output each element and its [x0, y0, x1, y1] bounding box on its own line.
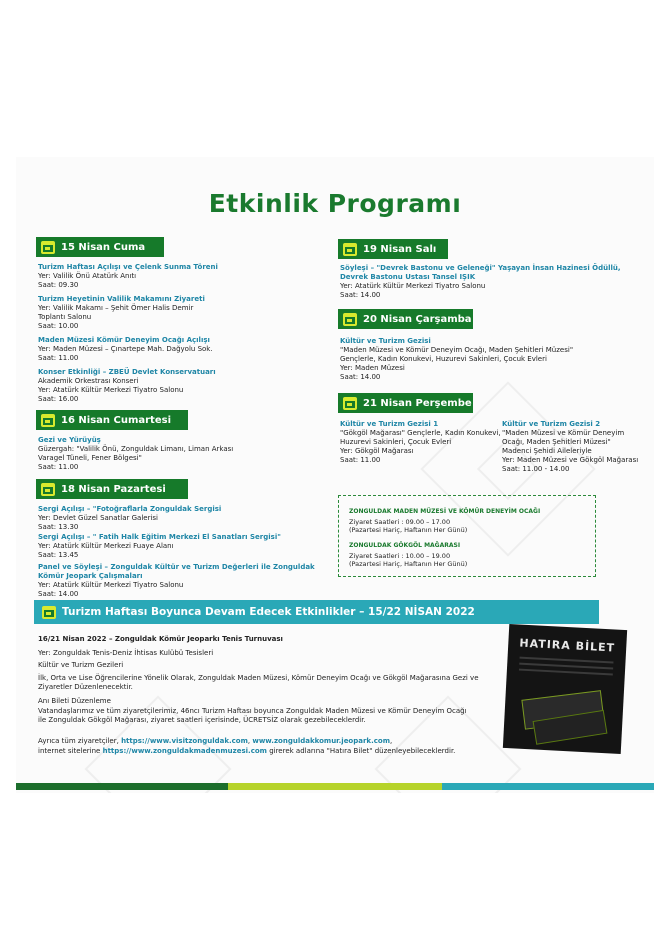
event-item	[38, 436, 318, 472]
links-paragraph	[38, 737, 508, 746]
day-label: 16 Nisan Cumartesi	[61, 414, 171, 426]
event-place: Yer: Valilik Önü Atatürk Anıtı	[38, 272, 137, 280]
footer-bar-green	[16, 783, 228, 790]
body-text: girerek adlarına "Hatıra Bilet" düzenleyebileceklerdir.	[266, 747, 456, 755]
calendar-icon	[343, 397, 357, 410]
event-time: Saat: 10.00	[38, 322, 79, 330]
section-title: Kültür ve Turizm Gezileri	[38, 661, 124, 669]
body-text: ,	[247, 737, 253, 745]
event-time: Saat: 16.00	[38, 395, 79, 403]
body-text: İlk, Orta ve Lise Öğrencilerine Yönelik Olarak, Zonguldak Maden Müzesi, Kömür Deneyim Ocağı ve Gökgöl Mağarasına Gezi ve	[38, 674, 479, 682]
footer-bar-lime	[228, 783, 442, 790]
calendar-icon	[343, 313, 357, 326]
calendar-icon	[343, 243, 357, 256]
body-text: ,	[390, 737, 393, 745]
event-place: Yer: Atatürk Kültür Merkezi Fuaye Alanı	[38, 542, 174, 550]
day-label: 15 Nisan Cuma	[61, 241, 146, 253]
event-item	[38, 533, 318, 560]
event-desc: Huzurevi Sakinleri, Çocuk Evleri	[340, 438, 452, 446]
visit-hours-box	[338, 495, 596, 577]
visitzonguldak-link[interactable]: https://www.visitzonguldak.com	[121, 737, 248, 745]
event-title: Kültür ve Turizm Gezisi 2	[502, 420, 601, 428]
event-desc: Ocağı, Maden Şehitleri Müzesi"	[502, 438, 611, 446]
visit-hours: Ziyaret Saatleri : 10.00 – 19.00	[349, 552, 451, 560]
event-time: Saat: 13.45	[38, 551, 79, 559]
event-time: Saat: 14.00	[340, 291, 381, 299]
event-place: Yer: Gökgöl Mağarası	[340, 447, 414, 455]
day-label: 20 Nisan Çarşamba	[363, 313, 472, 325]
event-item	[38, 563, 330, 599]
day-header-16-nisan	[36, 410, 188, 430]
body-text: Ayrıca tüm ziyaretçiler,	[38, 737, 122, 745]
event-title: Konser Etkinliği – ZBEÜ Devlet Konservatuarı	[38, 368, 216, 376]
hatira-bilet-image	[503, 624, 627, 754]
event-place: Yer: Devlet Güzel Sanatlar Galerisi	[38, 514, 158, 522]
day-header-21-nisan	[338, 393, 473, 413]
event-time: Saat: 11.00	[38, 463, 79, 471]
footer-bar-teal	[442, 783, 654, 790]
page-title: Etkinlik Programı	[208, 189, 462, 218]
calendar-icon	[42, 606, 56, 619]
event-time: Saat: 09.30	[38, 281, 79, 289]
event-item	[340, 264, 632, 300]
event-desc: "Maden Müzesi ve Kömür Deneyim	[502, 429, 625, 437]
event-title: Turizm Heyetinin Valilik Makamını Ziyareti	[38, 295, 205, 303]
banner-text: Turizm Haftası Boyunca Devam Edecek Etkinlikler – 15/22 NİSAN 2022	[62, 606, 475, 618]
event-title: Panel ve Söyleşi – Zonguldak Kültür ve Turizm Değerleri ile Zonguldak Kömür Jeopark Çalışmaları	[38, 563, 315, 580]
event-title: Sergi Açılışı – " Fatih Halk Eğitim Merkezi El Sanatları Sergisi"	[38, 533, 281, 541]
event-item	[38, 336, 318, 363]
event-place: Toplantı Salonu	[38, 313, 92, 321]
body-text: Vatandaşlarımız ve tüm ziyaretçilerimiz, 46ncı Turizm Haftası boyunca Zonguldak Maden Müzesi ve Kömür Deneyim Ocağı	[38, 707, 467, 715]
poster	[16, 157, 654, 793]
event-item	[38, 505, 318, 532]
event-desc: Gençlerle, Kadın Konukevi, Huzurevi Sakinleri, Çocuk Evleri	[340, 355, 547, 363]
event-title: 16/21 Nisan 2022 – Zonguldak Kömür Jeoparkı Tenis Turnuvası	[38, 635, 283, 643]
visit-title: ZONGULDAK MADEN MÜZESİ VE KÖMÜR DENEYİM OCAĞI	[349, 508, 541, 515]
event-item	[340, 420, 510, 465]
day-header-20-nisan	[338, 309, 473, 329]
event-time: Saat: 14.00	[340, 373, 381, 381]
event-title: Turizm Haftası Açılışı ve Çelenk Sunma Töreni	[38, 263, 218, 271]
event-desc: "Maden Müzesi ve Kömür Deneyim Ocağı, Maden Şehitleri Müzesi"	[340, 346, 574, 354]
visit-days: (Pazartesi Hariç, Haftanın Her Günü)	[349, 560, 468, 568]
event-time: Saat: 14.00	[38, 590, 79, 598]
calendar-icon	[41, 483, 55, 496]
event-place: Yer: Zonguldak Tenis-Deniz İhtisas Kulübü Tesisleri	[38, 649, 214, 657]
ticket-title: HATIRA BİLET	[519, 636, 616, 655]
body-text: internet sitelerine	[38, 747, 103, 755]
event-item	[340, 337, 632, 382]
event-title: Maden Müzesi Kömür Deneyim Ocağı Açılışı	[38, 336, 210, 344]
event-place: Yer: Atatürk Kültür Merkezi Tiyatro Salonu	[38, 581, 184, 589]
calendar-icon	[41, 414, 55, 427]
section-title: Anı Bileti Düzenleme	[38, 697, 111, 705]
event-place: Akademik Orkestrası Konseri	[38, 377, 139, 385]
event-title: Sergi Açılışı – "Fotoğraflarla Zonguldak Sergisi	[38, 505, 222, 513]
event-place: Yer: Maden Müzesi – Çınartepe Mah. Dağyolu Sok.	[38, 345, 213, 353]
day-header-19-nisan	[338, 239, 448, 259]
event-title: Söyleşi – "Devrek Bastonu ve Geleneği" Yaşayan İnsan Hazinesi Ödüllü, Devrek Bastonu Ustası Tansel IŞIK	[340, 264, 621, 281]
event-route: Varagel Tüneli, Fener Bölgesi"	[38, 454, 142, 462]
event-time: Saat: 13.30	[38, 523, 79, 531]
event-item	[38, 368, 318, 404]
ticket-text-line	[519, 669, 613, 676]
body-text: ile Zonguldak Gökgöl Mağarası, ziyaret saatleri içerisinde, ÜCRETSİZ olarak gezebileceklerdir.	[38, 716, 366, 724]
links-paragraph	[38, 747, 508, 756]
event-desc: Madenci Şehidi Aileleriyle	[502, 447, 592, 455]
event-desc: "Gökgöl Mağarası" Gençlerle, Kadın Konukevi,	[340, 429, 501, 437]
event-place: Yer: Maden Müzesi ve Gökgöl Mağarası	[502, 456, 639, 464]
event-place: Yer: Atatürk Kültür Merkezi Tiyatro Salonu	[340, 282, 486, 290]
event-item	[502, 420, 652, 474]
event-item	[38, 295, 318, 331]
day-label: 21 Nisan Perşembe	[363, 397, 472, 409]
madenmuzesi-link[interactable]: https://www.zonguldakmadenmuzesi.com	[102, 747, 267, 755]
event-title: Gezi ve Yürüyüş	[38, 436, 101, 444]
day-label: 18 Nisan Pazartesi	[61, 483, 166, 495]
event-route: Güzergah: "Valilik Önü, Zonguldak Limanı, Liman Arkası	[38, 445, 234, 453]
jeopark-link[interactable]: www.zonguldakkomur.jeopark.com	[252, 737, 390, 745]
day-label: 19 Nisan Salı	[363, 243, 437, 255]
footer-color-bars	[16, 783, 654, 790]
event-time: Saat: 11.00 - 14.00	[502, 465, 570, 473]
day-header-15-nisan	[36, 237, 164, 257]
visit-days: (Pazartesi Hariç, Haftanın Her Günü)	[349, 526, 468, 534]
calendar-icon	[41, 241, 55, 254]
day-header-18-nisan	[36, 479, 188, 499]
visit-hours: Ziyaret Saatleri : 09.00 – 17.00	[349, 518, 451, 526]
event-place: Yer: Maden Müzesi	[340, 364, 405, 372]
event-time: Saat: 11.00	[38, 354, 79, 362]
body-text: Ziyaretler Düzenlenecektir.	[38, 683, 133, 691]
ongoing-events-banner	[34, 600, 599, 624]
event-item	[38, 263, 318, 290]
event-title: Kültür ve Turizm Gezisi	[340, 337, 431, 345]
event-title: Kültür ve Turizm Gezisi 1	[340, 420, 439, 428]
event-place: Yer: Atatürk Kültür Merkezi Tiyatro Salonu	[38, 386, 184, 394]
event-place: Yer: Valilik Makamı – Şehit Ömer Halis Demir	[38, 304, 194, 312]
event-time: Saat: 11.00	[340, 456, 381, 464]
visit-title: ZONGULDAK GÖKGÖL MAĞARASI	[349, 542, 461, 549]
